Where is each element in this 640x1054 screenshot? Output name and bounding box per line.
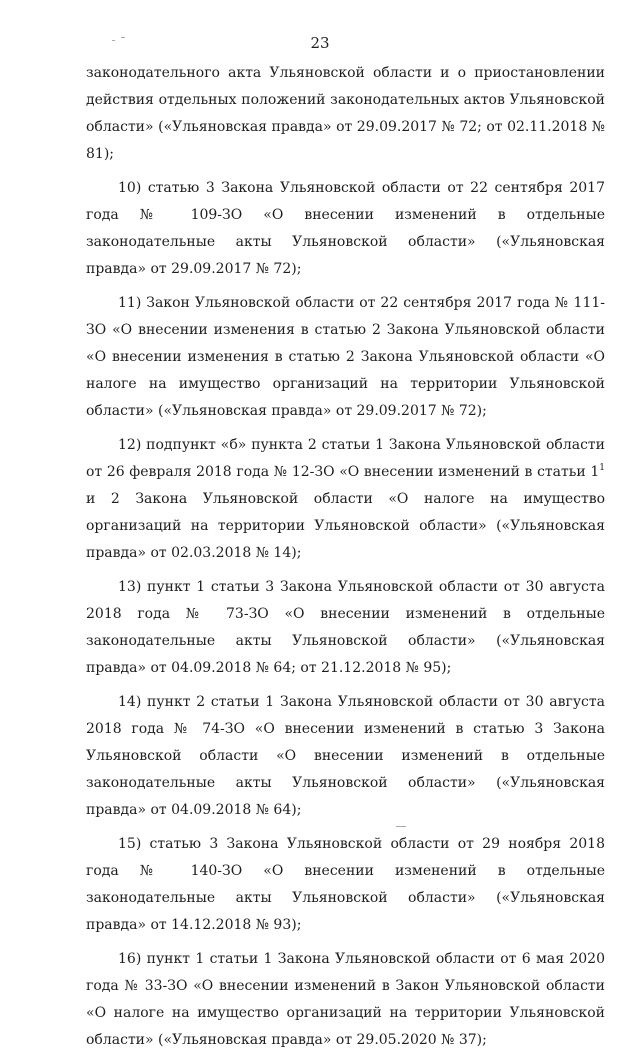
- paragraph-item-15: 15) статью 3 Закона Ульяновской области от 29 ноября 2018 года № 140-ЗО «О внесении изменений в отдельные законодательные акты Ульяновской области» («Ульяновская правда» от 14.12.2018 № 93);: [86, 836, 605, 933]
- paragraph-item-12-text-start: 12) подпункт «б» пункта 2 статьи 1 Закона Ульяновской области от 26 февраля 2018 года № 12-ЗО «О внесении изменений в статьи 1: [86, 437, 605, 480]
- paragraph-item-14: 14) пункт 2 статьи 1 Закона Ульяновской области от 30 августа 2018 года № 74-ЗО «О внесении изменений в статью 3 Закона Ульяновской области «О внесении изменений в отдельные законодательные акты Ульяновской области» («Ульяновская правда» от 04.09.2018 № 64);: [86, 694, 605, 818]
- paragraph-item-13: 13) пункт 1 статьи 3 Закона Ульяновской области от 30 августа 2018 года № 73-ЗО «О внесении изменений в отдельные законодательные акты Ульяновской области» («Ульяновская правда» от 04.09.2018 № 64; от 21.12.2018 № 95);: [86, 579, 605, 676]
- paragraph-item-11: 11) Закон Ульяновской области от 22 сентября 2017 года № 111-ЗО «О внесении изменения в статью 2 Закона Ульяновской области «О внесении изменения в статью 2 Закона Ульяновской области «О налоге на имущество организаций на территории Ульяновской области» («Ульяновская правда» от 29.09.2017 № 72);: [86, 295, 605, 419]
- page-number: 23: [310, 34, 330, 52]
- paragraph-item-12-text-end: и 2 Закона Ульяновской области «О налоге на имущество организаций на территории Ульяновской области» («Ульяновская правда» от 02.03.2018 № 14);: [86, 491, 605, 561]
- paragraph-continuation: законодательного акта Ульяновской области и о приостановлении действия отдельных положений законодательных актов Ульяновской области» («Ульяновская правда» от 29.09.2017 № 72; от 02.11.2018 № 81);: [86, 65, 605, 162]
- paragraph-item-16: 16) пункт 1 статьи 1 Закона Ульяновской области от 6 мая 2020 года № 33-ЗО «О внесении изменений в Закон Ульяновской области «О налоге на имущество организаций на территории Ульяновской области» («Ульяновская правда» от 29.05.2020 № 37);: [86, 951, 605, 1048]
- superscript-article-number: 1: [599, 463, 605, 473]
- paragraph-item-10: 10) статью 3 Закона Ульяновской области от 22 сентября 2017 года № 109-ЗО «О внесении изменений в отдельные законодательные акты Ульяновской области» («Ульяновская правда» от 29.09.2017 № 72);: [86, 180, 605, 277]
- paragraph-item-12: [86, 432, 605, 567]
